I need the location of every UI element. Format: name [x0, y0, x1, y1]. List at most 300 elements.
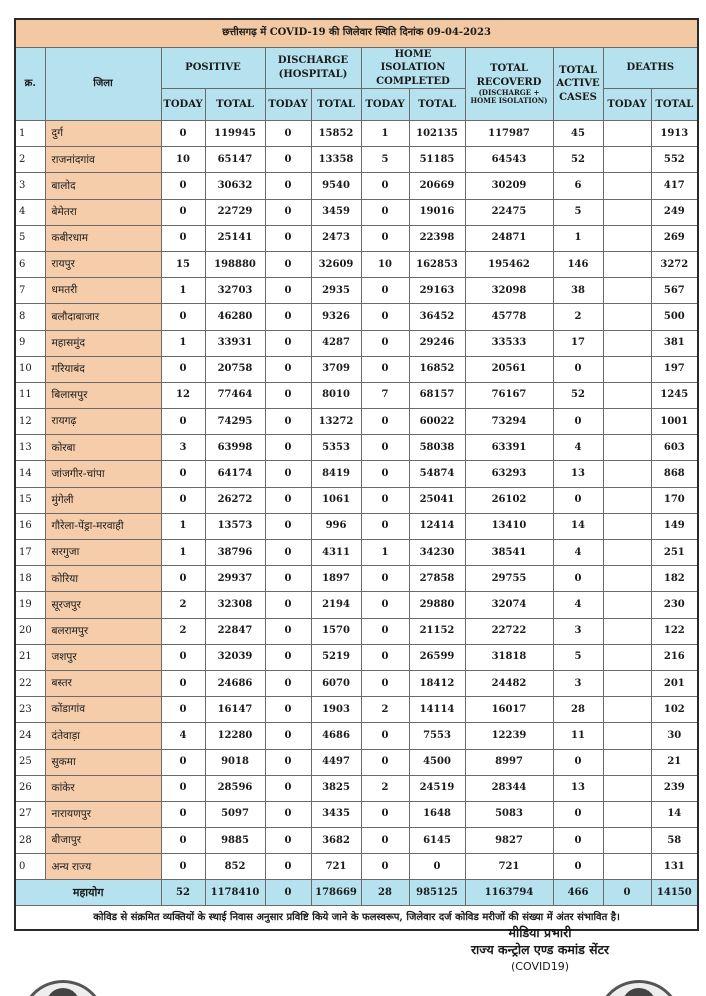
- serial-no-cell: 15: [15, 487, 45, 513]
- total-home-today: 28: [361, 880, 409, 906]
- pos-today-cell: 2: [161, 618, 205, 644]
- pos-total-cell: 46280: [205, 304, 265, 330]
- serial-no-cell: 20: [15, 618, 45, 644]
- district-name-cell: जशपुर: [45, 644, 161, 670]
- pos-total-cell: 29937: [205, 566, 265, 592]
- deaths-today-cell: [603, 670, 651, 696]
- table-row: [15, 330, 698, 356]
- dis-total-cell: 9540: [311, 173, 361, 199]
- district-name-cell: सरगुजा: [45, 540, 161, 566]
- serial-no-cell: 27: [15, 801, 45, 827]
- district-name-cell: कबीरधाम: [45, 225, 161, 251]
- table-row: [15, 618, 698, 644]
- pos-total-cell: 30632: [205, 173, 265, 199]
- recovered-cell: 38541: [465, 540, 553, 566]
- pos-total-cell: 20758: [205, 356, 265, 382]
- district-name-cell: मुंगेली: [45, 487, 161, 513]
- deaths-today-cell: [603, 304, 651, 330]
- pos-total-cell: 32039: [205, 644, 265, 670]
- pos-today-cell: 0: [161, 697, 205, 723]
- table-row: [15, 775, 698, 801]
- deaths-total-cell: 216: [651, 644, 698, 670]
- serial-no-cell: 7: [15, 278, 45, 304]
- footnote: कोविड से संक्रमित व्यक्तियों के स्थाई निवास अनुसार प्रविष्टि किये जाने के फलस्वरूप, जिलेवार दर्ज कोविड मरीजों की संख्या में अंतर संभावित है।: [15, 906, 698, 930]
- dis-total-cell: 1897: [311, 566, 361, 592]
- left-seal-icon: [20, 980, 106, 996]
- serial-no-cell: 22: [15, 670, 45, 696]
- table-row: [15, 435, 698, 461]
- district-name-cell: सुकमा: [45, 749, 161, 775]
- dis-today-cell: 0: [265, 382, 311, 408]
- active-cell: 11: [553, 723, 603, 749]
- dis-total-cell: 3682: [311, 828, 361, 854]
- pos-today-cell: 0: [161, 487, 205, 513]
- dis-today-cell: 0: [265, 356, 311, 382]
- deaths-total-cell: 269: [651, 225, 698, 251]
- recovered-cell: 30209: [465, 173, 553, 199]
- table-row: [15, 540, 698, 566]
- pos-total-cell: 38796: [205, 540, 265, 566]
- table-row: [15, 147, 698, 173]
- deaths-today-cell: [603, 435, 651, 461]
- dis-total-cell: 1061: [311, 487, 361, 513]
- pos-today-cell: 0: [161, 670, 205, 696]
- deaths-today-cell: [603, 697, 651, 723]
- recovered-cell: 12239: [465, 723, 553, 749]
- district-name-cell: गरियाबंद: [45, 356, 161, 382]
- home-total-cell: 29163: [409, 278, 465, 304]
- header-deaths-total: TOTAL: [651, 89, 698, 121]
- pos-today-cell: 0: [161, 854, 205, 880]
- deaths-total-cell: 1001: [651, 409, 698, 435]
- home-today-cell: 0: [361, 330, 409, 356]
- grand-total-row: [15, 880, 698, 906]
- serial-no-cell: 17: [15, 540, 45, 566]
- header-discharge-line1: DISCHARGE: [277, 55, 349, 67]
- dis-today-cell: 0: [265, 487, 311, 513]
- header-positive-total: TOTAL: [205, 89, 265, 121]
- home-today-cell: 0: [361, 723, 409, 749]
- table-row: [15, 356, 698, 382]
- pos-today-cell: 0: [161, 199, 205, 225]
- home-today-cell: 2: [361, 775, 409, 801]
- recovered-cell: 32074: [465, 592, 553, 618]
- dis-total-cell: 3825: [311, 775, 361, 801]
- total-discharge-today: 0: [265, 880, 311, 906]
- dis-total-cell: 32609: [311, 251, 361, 277]
- active-cell: 17: [553, 330, 603, 356]
- dis-today-cell: 0: [265, 225, 311, 251]
- serial-no-cell: 25: [15, 749, 45, 775]
- home-total-cell: 26599: [409, 644, 465, 670]
- home-total-cell: 6145: [409, 828, 465, 854]
- district-name-cell: बलौदाबाजार: [45, 304, 161, 330]
- deaths-total-cell: 603: [651, 435, 698, 461]
- dis-total-cell: 8419: [311, 461, 361, 487]
- dis-today-cell: 0: [265, 540, 311, 566]
- serial-no-cell: 2: [15, 147, 45, 173]
- home-today-cell: 0: [361, 435, 409, 461]
- pos-total-cell: 12280: [205, 723, 265, 749]
- pos-today-cell: 0: [161, 121, 205, 147]
- dis-total-cell: 9326: [311, 304, 361, 330]
- home-today-cell: 7: [361, 382, 409, 408]
- dis-total-cell: 721: [311, 854, 361, 880]
- deaths-today-cell: [603, 356, 651, 382]
- deaths-today-cell: [603, 461, 651, 487]
- dis-today-cell: 0: [265, 566, 311, 592]
- dis-today-cell: 0: [265, 199, 311, 225]
- pos-today-cell: 0: [161, 644, 205, 670]
- recovered-cell: 20561: [465, 356, 553, 382]
- total-active: 466: [553, 880, 603, 906]
- signature-block: [420, 924, 660, 975]
- recovered-cell: 24482: [465, 670, 553, 696]
- deaths-total-cell: 567: [651, 278, 698, 304]
- active-cell: 4: [553, 435, 603, 461]
- dis-today-cell: 0: [265, 697, 311, 723]
- home-total-cell: 7553: [409, 723, 465, 749]
- dis-today-cell: 0: [265, 749, 311, 775]
- serial-no-cell: 16: [15, 513, 45, 539]
- serial-no-cell: 26: [15, 775, 45, 801]
- home-today-cell: 0: [361, 487, 409, 513]
- recovered-cell: 63293: [465, 461, 553, 487]
- home-today-cell: 0: [361, 670, 409, 696]
- home-today-cell: 0: [361, 278, 409, 304]
- recovered-cell: 16017: [465, 697, 553, 723]
- district-name-cell: बिलासपुर: [45, 382, 161, 408]
- serial-no-cell: 11: [15, 382, 45, 408]
- deaths-today-cell: [603, 251, 651, 277]
- grand-total-label: महायोग: [15, 880, 161, 906]
- serial-no-cell: 21: [15, 644, 45, 670]
- dis-today-cell: 0: [265, 278, 311, 304]
- pos-today-cell: 0: [161, 461, 205, 487]
- pos-today-cell: 0: [161, 828, 205, 854]
- district-name-cell: नारायणपुर: [45, 801, 161, 827]
- dis-today-cell: 0: [265, 409, 311, 435]
- deaths-today-cell: [603, 121, 651, 147]
- district-name-cell: कोरबा: [45, 435, 161, 461]
- district-name-cell: सूरजपुर: [45, 592, 161, 618]
- signature-subtitle: (COVID19): [511, 960, 569, 973]
- dis-total-cell: 13272: [311, 409, 361, 435]
- pos-total-cell: 22729: [205, 199, 265, 225]
- deaths-total-cell: 102: [651, 697, 698, 723]
- home-today-cell: 0: [361, 566, 409, 592]
- active-cell: 5: [553, 644, 603, 670]
- home-total-cell: 36452: [409, 304, 465, 330]
- serial-no-cell: 5: [15, 225, 45, 251]
- total-recovered: 1163794: [465, 880, 553, 906]
- recovered-cell: 8997: [465, 749, 553, 775]
- home-total-cell: 58038: [409, 435, 465, 461]
- pos-today-cell: 0: [161, 173, 205, 199]
- pos-today-cell: 0: [161, 801, 205, 827]
- home-today-cell: 0: [361, 173, 409, 199]
- home-total-cell: 4500: [409, 749, 465, 775]
- pos-total-cell: 198880: [205, 251, 265, 277]
- active-cell: 14: [553, 513, 603, 539]
- pos-today-cell: 4: [161, 723, 205, 749]
- deaths-total-cell: 500: [651, 304, 698, 330]
- active-cell: 0: [553, 854, 603, 880]
- deaths-total-cell: 170: [651, 487, 698, 513]
- recovered-cell: 31818: [465, 644, 553, 670]
- district-name-cell: रायगढ़: [45, 409, 161, 435]
- recovered-cell: 32098: [465, 278, 553, 304]
- home-total-cell: 20669: [409, 173, 465, 199]
- active-cell: 0: [553, 356, 603, 382]
- home-total-cell: 19016: [409, 199, 465, 225]
- active-cell: 4: [553, 540, 603, 566]
- recovered-cell: 13410: [465, 513, 553, 539]
- dis-total-cell: 4686: [311, 723, 361, 749]
- table-row: [15, 278, 698, 304]
- serial-no-cell: 4: [15, 199, 45, 225]
- header-active-line3: CASES: [559, 91, 597, 103]
- active-cell: 38: [553, 278, 603, 304]
- header-recovered-note-line1: (DISCHARGE +: [478, 88, 540, 98]
- serial-no-cell: 24: [15, 723, 45, 749]
- dis-today-cell: 0: [265, 618, 311, 644]
- header-serial-no: क्र.: [15, 47, 45, 121]
- active-cell: 5: [553, 199, 603, 225]
- deaths-total-cell: 381: [651, 330, 698, 356]
- pos-today-cell: 0: [161, 225, 205, 251]
- table-row: [15, 199, 698, 225]
- home-today-cell: 1: [361, 121, 409, 147]
- deaths-today-cell: [603, 409, 651, 435]
- header-home-today: TODAY: [361, 89, 409, 121]
- home-today-cell: 0: [361, 461, 409, 487]
- pos-today-cell: 2: [161, 592, 205, 618]
- table-row: [15, 251, 698, 277]
- home-today-cell: 0: [361, 644, 409, 670]
- header-positive: POSITIVE: [161, 47, 265, 89]
- deaths-today-cell: [603, 775, 651, 801]
- home-today-cell: 0: [361, 592, 409, 618]
- active-cell: 45: [553, 121, 603, 147]
- table-row: [15, 592, 698, 618]
- active-cell: 0: [553, 566, 603, 592]
- home-today-cell: 5: [361, 147, 409, 173]
- recovered-cell: 64543: [465, 147, 553, 173]
- pos-today-cell: 1: [161, 540, 205, 566]
- home-total-cell: 22398: [409, 225, 465, 251]
- deaths-total-cell: 58: [651, 828, 698, 854]
- table-row: [15, 513, 698, 539]
- dis-today-cell: 0: [265, 854, 311, 880]
- pos-total-cell: 5097: [205, 801, 265, 827]
- pos-total-cell: 9018: [205, 749, 265, 775]
- table-row: [15, 644, 698, 670]
- home-total-cell: 162853: [409, 251, 465, 277]
- table-row: [15, 487, 698, 513]
- dis-today-cell: 0: [265, 801, 311, 827]
- dis-total-cell: 5353: [311, 435, 361, 461]
- deaths-total-cell: 417: [651, 173, 698, 199]
- dis-total-cell: 8010: [311, 382, 361, 408]
- home-total-cell: 68157: [409, 382, 465, 408]
- header-discharge: [265, 47, 361, 89]
- header-home-line1: HOME ISOLATION: [380, 48, 446, 73]
- district-name-cell: बालोद: [45, 173, 161, 199]
- pos-today-cell: 0: [161, 749, 205, 775]
- pos-today-cell: 1: [161, 513, 205, 539]
- deaths-total-cell: 868: [651, 461, 698, 487]
- district-name-cell: जांजगीर-चांपा: [45, 461, 161, 487]
- header-recovered-line1: TOTAL: [490, 63, 528, 75]
- header-district: जिला: [45, 47, 161, 121]
- pos-today-cell: 1: [161, 330, 205, 356]
- deaths-today-cell: [603, 618, 651, 644]
- home-today-cell: 0: [361, 356, 409, 382]
- table-row: [15, 566, 698, 592]
- deaths-today-cell: [603, 382, 651, 408]
- active-cell: 0: [553, 487, 603, 513]
- home-total-cell: 12414: [409, 513, 465, 539]
- pos-total-cell: 63998: [205, 435, 265, 461]
- district-name-cell: बेमेतरा: [45, 199, 161, 225]
- dis-total-cell: 996: [311, 513, 361, 539]
- pos-today-cell: 3: [161, 435, 205, 461]
- signature-title: मीडिया प्रभारी: [508, 925, 572, 940]
- dis-total-cell: 4497: [311, 749, 361, 775]
- deaths-total-cell: 1913: [651, 121, 698, 147]
- district-name-cell: दंतेवाड़ा: [45, 723, 161, 749]
- home-total-cell: 25041: [409, 487, 465, 513]
- active-cell: 13: [553, 461, 603, 487]
- pos-total-cell: 9885: [205, 828, 265, 854]
- home-total-cell: 29880: [409, 592, 465, 618]
- serial-no-cell: 14: [15, 461, 45, 487]
- home-total-cell: 0: [409, 854, 465, 880]
- home-total-cell: 18412: [409, 670, 465, 696]
- signature-office: राज्य कन्ट्रोल एण्ड कमांड सेंटर: [470, 942, 610, 957]
- serial-no-cell: 10: [15, 356, 45, 382]
- home-today-cell: 0: [361, 828, 409, 854]
- dis-total-cell: 2935: [311, 278, 361, 304]
- serial-no-cell: 19: [15, 592, 45, 618]
- deaths-today-cell: [603, 540, 651, 566]
- home-today-cell: 0: [361, 199, 409, 225]
- home-today-cell: 1: [361, 540, 409, 566]
- home-total-cell: 16852: [409, 356, 465, 382]
- table-row: [15, 409, 698, 435]
- table-row: [15, 173, 698, 199]
- home-today-cell: 10: [361, 251, 409, 277]
- recovered-cell: 9827: [465, 828, 553, 854]
- table-row: [15, 854, 698, 880]
- header-home-isolation: [361, 47, 465, 89]
- active-cell: 6: [553, 173, 603, 199]
- deaths-total-cell: 30: [651, 723, 698, 749]
- recovered-cell: 28344: [465, 775, 553, 801]
- home-today-cell: 0: [361, 225, 409, 251]
- recovered-cell: 29755: [465, 566, 553, 592]
- header-total-recovered: [465, 47, 553, 121]
- deaths-total-cell: 182: [651, 566, 698, 592]
- table-row: [15, 801, 698, 827]
- district-name-cell: कांकेर: [45, 775, 161, 801]
- deaths-total-cell: 21: [651, 749, 698, 775]
- deaths-today-cell: [603, 173, 651, 199]
- district-name-cell: गौरेला-पेंड्रा-मरवाही: [45, 513, 161, 539]
- serial-no-cell: 3: [15, 173, 45, 199]
- serial-no-cell: 8: [15, 304, 45, 330]
- active-cell: 4: [553, 592, 603, 618]
- district-name-cell: महासमुंद: [45, 330, 161, 356]
- dis-total-cell: 1570: [311, 618, 361, 644]
- recovered-cell: 5083: [465, 801, 553, 827]
- deaths-today-cell: [603, 723, 651, 749]
- dis-today-cell: 0: [265, 435, 311, 461]
- dis-total-cell: 2473: [311, 225, 361, 251]
- deaths-today-cell: [603, 330, 651, 356]
- home-total-cell: 21152: [409, 618, 465, 644]
- pos-today-cell: 0: [161, 409, 205, 435]
- deaths-total-cell: 14: [651, 801, 698, 827]
- header-discharge-line2: (HOSPITAL): [278, 68, 348, 80]
- pos-total-cell: 16147: [205, 697, 265, 723]
- header-total-active: [553, 47, 603, 121]
- pos-total-cell: 852: [205, 854, 265, 880]
- home-today-cell: 0: [361, 854, 409, 880]
- right-seal-icon: [596, 980, 682, 996]
- dis-today-cell: 0: [265, 723, 311, 749]
- pos-total-cell: 65147: [205, 147, 265, 173]
- dis-today-cell: 0: [265, 670, 311, 696]
- deaths-total-cell: 3272: [651, 251, 698, 277]
- district-name-cell: बस्तर: [45, 670, 161, 696]
- deaths-total-cell: 131: [651, 854, 698, 880]
- table-row: [15, 697, 698, 723]
- header-deaths: DEATHS: [603, 47, 698, 89]
- home-total-cell: 34230: [409, 540, 465, 566]
- header-home-total: TOTAL: [409, 89, 465, 121]
- dis-today-cell: 0: [265, 330, 311, 356]
- district-name-cell: अन्य राज्य: [45, 854, 161, 880]
- home-today-cell: 0: [361, 409, 409, 435]
- pos-total-cell: 74295: [205, 409, 265, 435]
- header-recovered-line2: RECOVERD: [476, 76, 542, 88]
- serial-no-cell: 1: [15, 121, 45, 147]
- deaths-total-cell: 201: [651, 670, 698, 696]
- recovered-cell: 22475: [465, 199, 553, 225]
- deaths-total-cell: 122: [651, 618, 698, 644]
- pos-today-cell: 1: [161, 278, 205, 304]
- active-cell: 3: [553, 618, 603, 644]
- dis-today-cell: 0: [265, 304, 311, 330]
- recovered-cell: 63391: [465, 435, 553, 461]
- header-active-line2: ACTIVE: [556, 78, 600, 89]
- active-cell: 0: [553, 801, 603, 827]
- table-row: [15, 749, 698, 775]
- deaths-total-cell: 1245: [651, 382, 698, 408]
- header-recovered-note-line2: HOME ISOLATION): [470, 96, 548, 106]
- deaths-total-cell: 251: [651, 540, 698, 566]
- pos-today-cell: 0: [161, 775, 205, 801]
- header-active-line1: TOTAL: [559, 64, 597, 76]
- table-row: [15, 304, 698, 330]
- recovered-cell: 73294: [465, 409, 553, 435]
- dis-today-cell: 0: [265, 173, 311, 199]
- dis-today-cell: 0: [265, 775, 311, 801]
- home-total-cell: 29246: [409, 330, 465, 356]
- serial-no-cell: 13: [15, 435, 45, 461]
